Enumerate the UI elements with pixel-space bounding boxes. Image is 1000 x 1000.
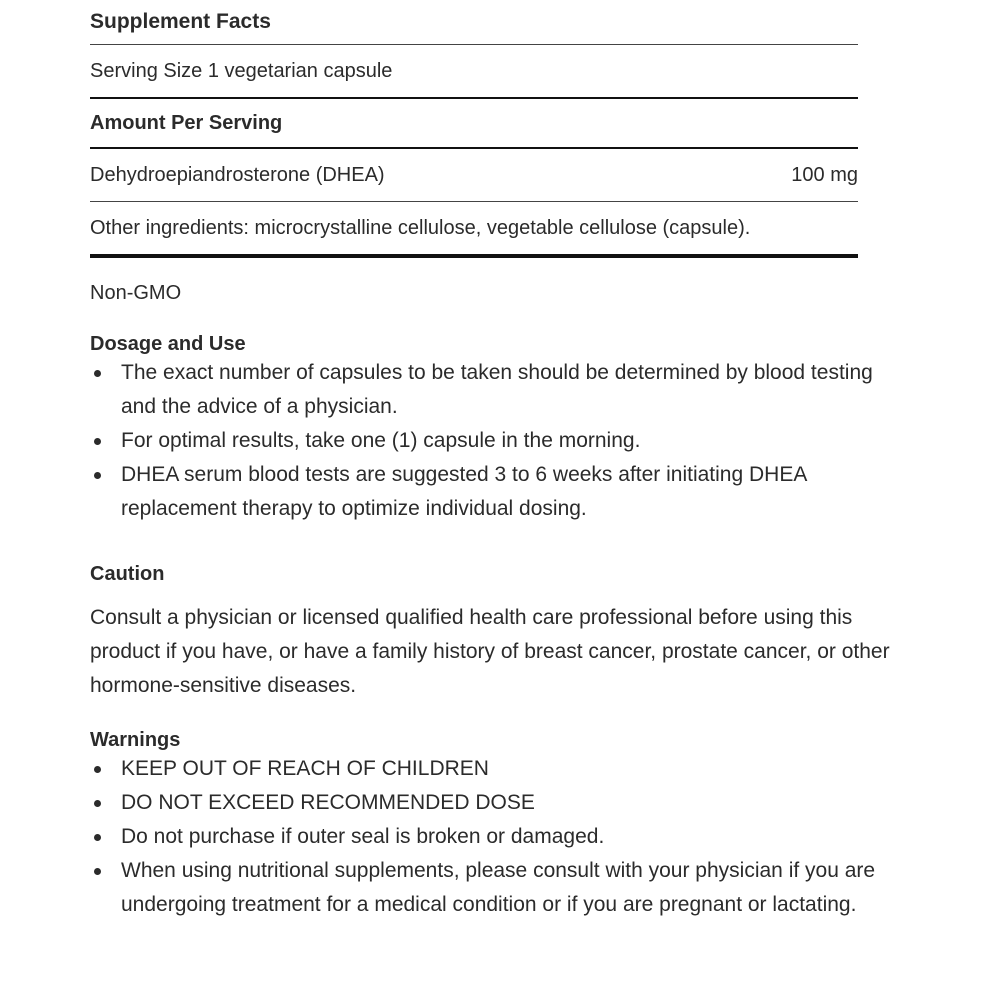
list-item [90, 786, 910, 820]
warnings-heading: Warnings [90, 729, 181, 751]
other-ingredients-text: Other ingredients: microcrystalline cellulose, vegetable cellulose (capsule). [90, 217, 751, 239]
other-ingredients-row [90, 202, 858, 254]
list-item-text: The exact number of capsules to be taken should be determined by blood testing and the advice of a physician. [121, 361, 873, 418]
serving-size-text: Serving Size 1 vegetarian capsule [90, 60, 393, 82]
amount-per-serving-row [90, 99, 858, 147]
bullet-icon [94, 834, 101, 841]
bullet-icon [94, 472, 101, 479]
list-item-text: For optimal results, take one (1) capsule in the morning. [121, 429, 641, 452]
supplement-facts-panel [90, 0, 858, 258]
ingredient-row [90, 149, 858, 201]
caution-heading: Caution [90, 563, 165, 585]
dosage-heading: Dosage and Use [90, 333, 246, 355]
list-item-text: When using nutritional supplements, please consult with your physician if you are undergoing treatment for a medical condition or if you are pregnant or lactating. [121, 859, 876, 916]
serving-size-row [90, 45, 858, 97]
list-item-text: DO NOT EXCEED RECOMMENDED DOSE [121, 791, 535, 814]
supplement-facts-title: Supplement Facts [90, 10, 271, 33]
non-gmo-label: Non-GMO [90, 282, 182, 304]
warnings-list [90, 752, 910, 922]
bullet-icon [94, 800, 101, 807]
product-label-page [90, 0, 920, 1000]
list-item [90, 356, 910, 424]
divider-thick [90, 254, 858, 258]
list-item [90, 820, 910, 854]
list-item [90, 752, 910, 786]
ingredient-name: Dehydroepiandrosterone (DHEA) [90, 164, 385, 186]
ingredient-amount: 100 mg [791, 164, 858, 186]
list-item [90, 458, 910, 526]
list-item [90, 424, 910, 458]
bullet-icon [94, 370, 101, 377]
list-item [90, 854, 910, 922]
dosage-list [90, 356, 910, 526]
list-item-text: Do not purchase if outer seal is broken or damaged. [121, 825, 605, 848]
list-item-text: DHEA serum blood tests are suggested 3 to 6 weeks after initiating DHEA replacement therapy to optimize individual dosing. [121, 463, 807, 520]
amount-per-serving-heading: Amount Per Serving [90, 112, 283, 134]
bullet-icon [94, 438, 101, 445]
bullet-icon [94, 766, 101, 773]
caution-text: Consult a physician or licensed qualified health care professional before using this product if you have, or have a family history of breast cancer, prostate cancer, or other hormone-sensitive diseases. [90, 606, 890, 697]
list-item-text: KEEP OUT OF REACH OF CHILDREN [121, 757, 489, 780]
bullet-icon [94, 868, 101, 875]
